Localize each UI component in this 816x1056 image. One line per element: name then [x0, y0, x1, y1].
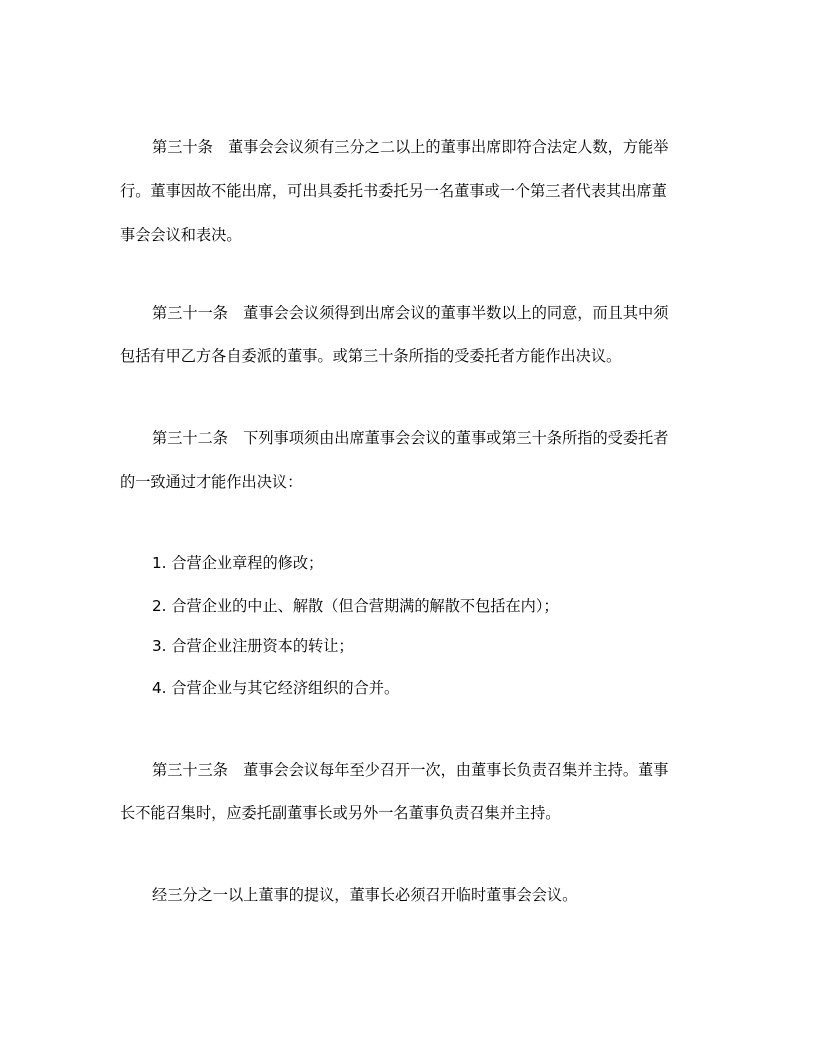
article-32-line-2: 的一致通过才能作出决议： [120, 473, 303, 491]
article-31-line-1: 第三十一条 董事会会议须得到出席会议的董事半数以上的同意，而且其中须 [152, 304, 669, 322]
article-32-line-1: 第三十二条 下列事项须由出席董事会会议的董事或第三十条所指的受委托者 [152, 429, 669, 447]
article-31-line-2: 包括有甲乙方各自委派的董事。或第三十条所指的受委托者方能作出决议。 [120, 347, 622, 365]
article-33-line-3: 经三分之一以上董事的提议，董事长必须召开临时董事会会议。 [152, 886, 578, 904]
list-item: 1. 合营企业章程的修改； [152, 554, 324, 572]
article-33-line-1: 第三十三条 董事会会议每年至少召开一次，由董事长负责召集并主持。董事 [152, 761, 669, 779]
article-30-line-1: 第三十条 董事会会议须有三分之二以上的董事出席即符合法定人数，方能举 [152, 138, 669, 156]
list-item: 2. 合营企业的中止、解散（但合营期满的解散不包括在内）； [152, 597, 559, 615]
list-item: 3. 合营企业注册资本的转让； [152, 637, 354, 655]
list-item: 4. 合营企业与其它经济组织的合并。 [152, 679, 400, 697]
article-30-line-3: 事会会议和表决。 [120, 226, 242, 244]
article-33-line-2: 长不能召集时，应委托副董事长或另外一名董事负责召集并主持。 [120, 804, 561, 822]
article-30-line-2: 行。董事因故不能出席，可出具委托书委托另一名董事或一个第三者代表其出席董 [120, 182, 667, 200]
